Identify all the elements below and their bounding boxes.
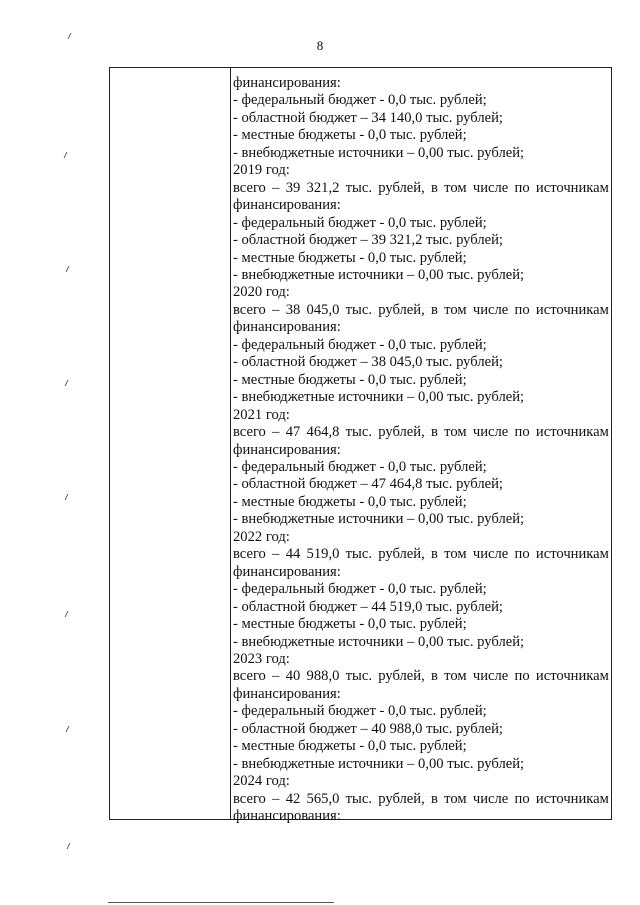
scan-mark <box>64 152 72 158</box>
scan-mark <box>67 843 75 849</box>
text-line: финансирования: <box>233 685 341 702</box>
word: 519,0 <box>306 546 340 563</box>
word: источникам <box>535 668 609 685</box>
word: источникам <box>535 301 609 318</box>
word: 045,0 <box>306 301 340 318</box>
text-line: - областной бюджет – 39 321,2 тыс. рублей; <box>233 232 503 249</box>
text-line: 2021 год: <box>233 406 290 423</box>
word: тыс. <box>345 546 372 563</box>
word: рублей, <box>378 790 425 807</box>
scan-mark <box>66 726 74 732</box>
funding-table <box>109 67 612 825</box>
text-line: - федеральный бюджет - 0,0 тыс. рублей; <box>233 92 487 109</box>
word: в <box>431 424 438 441</box>
text-line: - внебюджетные источники – 0,00 тыс. рублей; <box>233 144 525 161</box>
word: всего <box>233 301 266 318</box>
text-line: 2022 год: <box>233 528 290 545</box>
word: по <box>514 301 530 318</box>
word: всего <box>233 546 266 563</box>
text-line: - местные бюджеты - 0,0 тыс. рублей; <box>233 249 467 266</box>
bottom-rule <box>108 902 334 903</box>
scan-mark <box>66 266 74 272</box>
text-line: - местные бюджеты - 0,0 тыс. рублей; <box>233 127 467 144</box>
word: – <box>272 179 280 196</box>
word: 39 <box>285 179 301 196</box>
word: – <box>272 668 280 685</box>
text-line <box>233 546 609 563</box>
word: 38 <box>285 301 301 318</box>
word: по <box>514 179 530 196</box>
text-line: - местные бюджеты - 0,0 тыс. рублей; <box>233 371 467 388</box>
word: тыс. <box>345 179 372 196</box>
word: рублей, <box>378 301 425 318</box>
page-number: 8 <box>316 38 324 53</box>
text-line <box>233 302 609 319</box>
word: в <box>431 301 438 318</box>
text-line: финансирования: <box>233 75 341 91</box>
word: по <box>514 424 530 441</box>
text-line: 2024 год: <box>233 773 290 790</box>
word: по <box>514 668 530 685</box>
word: по <box>514 546 530 563</box>
word: том <box>444 424 467 441</box>
word: по <box>514 790 530 807</box>
text-line: - местные бюджеты - 0,0 тыс. рублей; <box>233 493 467 510</box>
word: – <box>272 546 280 563</box>
text-line: - внебюджетные источники – 0,00 тыс. рублей; <box>233 389 525 406</box>
word: тыс. <box>345 668 372 685</box>
text-line: - федеральный бюджет - 0,0 тыс. рублей; <box>233 458 487 475</box>
word: рублей, <box>378 546 425 563</box>
word: всего <box>233 668 266 685</box>
word: всего <box>233 424 266 441</box>
word: всего <box>233 790 266 807</box>
word: 321,2 <box>306 179 340 196</box>
word: в <box>431 668 438 685</box>
word: 42 <box>285 790 301 807</box>
word: 565,0 <box>306 790 340 807</box>
word: 464,8 <box>306 424 340 441</box>
word: 44 <box>285 546 301 563</box>
text-line <box>233 791 609 808</box>
word: в <box>431 546 438 563</box>
word: в <box>431 179 438 196</box>
word: в <box>431 790 438 807</box>
word: числе <box>472 179 509 196</box>
word: источникам <box>535 790 609 807</box>
text-line: финансирования: <box>233 319 341 336</box>
text-line: - федеральный бюджет - 0,0 тыс. рублей; <box>233 703 487 720</box>
text-line: 2023 год: <box>233 650 290 667</box>
text-line: - внебюджетные источники – 0,00 тыс. рублей; <box>233 633 525 650</box>
word: – <box>272 790 280 807</box>
word: числе <box>472 424 509 441</box>
text-line: 2020 год: <box>233 284 290 301</box>
word: том <box>444 546 467 563</box>
text-line: финансирования: <box>233 563 341 580</box>
text-line: - областной бюджет – 38 045,0 тыс. рублей; <box>233 354 503 371</box>
word: тыс. <box>345 424 372 441</box>
text-line: - областной бюджет – 40 988,0 тыс. рублей; <box>233 720 503 737</box>
text-line: финансирования: <box>233 197 341 214</box>
funding-text-cell <box>233 75 609 825</box>
scan-mark <box>65 380 73 386</box>
word: числе <box>472 301 509 318</box>
column-divider <box>230 68 231 819</box>
text-line: финансирования: <box>233 441 341 458</box>
text-line: - внебюджетные источники – 0,00 тыс. рублей; <box>233 755 525 772</box>
text-line: - местные бюджеты - 0,0 тыс. рублей; <box>233 616 467 633</box>
word: рублей, <box>378 668 425 685</box>
word: тыс. <box>345 301 372 318</box>
text-line: - внебюджетные источники – 0,00 тыс. рублей; <box>233 266 525 283</box>
word: числе <box>472 790 509 807</box>
word: – <box>272 301 280 318</box>
text-line: финансирования: <box>233 808 341 825</box>
word: рублей, <box>378 424 425 441</box>
word: том <box>444 301 467 318</box>
word: – <box>272 424 280 441</box>
text-line: - местные бюджеты - 0,0 тыс. рублей; <box>233 738 467 755</box>
word: 47 <box>285 424 301 441</box>
word: источникам <box>535 424 609 441</box>
text-line: - областной бюджет – 47 464,8 тыс. рублей; <box>233 476 503 493</box>
text-line: - федеральный бюджет - 0,0 тыс. рублей; <box>233 336 487 353</box>
word: рублей, <box>378 179 425 196</box>
text-line: - федеральный бюджет - 0,0 тыс. рублей; <box>233 214 487 231</box>
text-line: - федеральный бюджет - 0,0 тыс. рублей; <box>233 581 487 598</box>
word: всего <box>233 179 266 196</box>
word: 988,0 <box>306 668 340 685</box>
text-line <box>233 424 609 441</box>
word: том <box>444 790 467 807</box>
text-line <box>233 180 609 197</box>
word: источникам <box>535 546 609 563</box>
scan-mark <box>65 494 73 500</box>
text-line: 2019 год: <box>233 162 290 179</box>
scan-mark <box>65 611 73 617</box>
word: источникам <box>535 179 609 196</box>
word: числе <box>472 668 509 685</box>
text-line: - областной бюджет – 44 519,0 тыс. рублей; <box>233 598 503 615</box>
word: 40 <box>285 668 301 685</box>
text-line: - областной бюджет – 34 140,0 тыс. рублей; <box>233 109 503 126</box>
word: том <box>444 668 467 685</box>
word: тыс. <box>345 790 372 807</box>
text-line <box>233 668 609 685</box>
text-line: - внебюджетные источники – 0,00 тыс. рублей; <box>233 511 525 528</box>
word: том <box>444 179 467 196</box>
word: числе <box>472 546 509 563</box>
